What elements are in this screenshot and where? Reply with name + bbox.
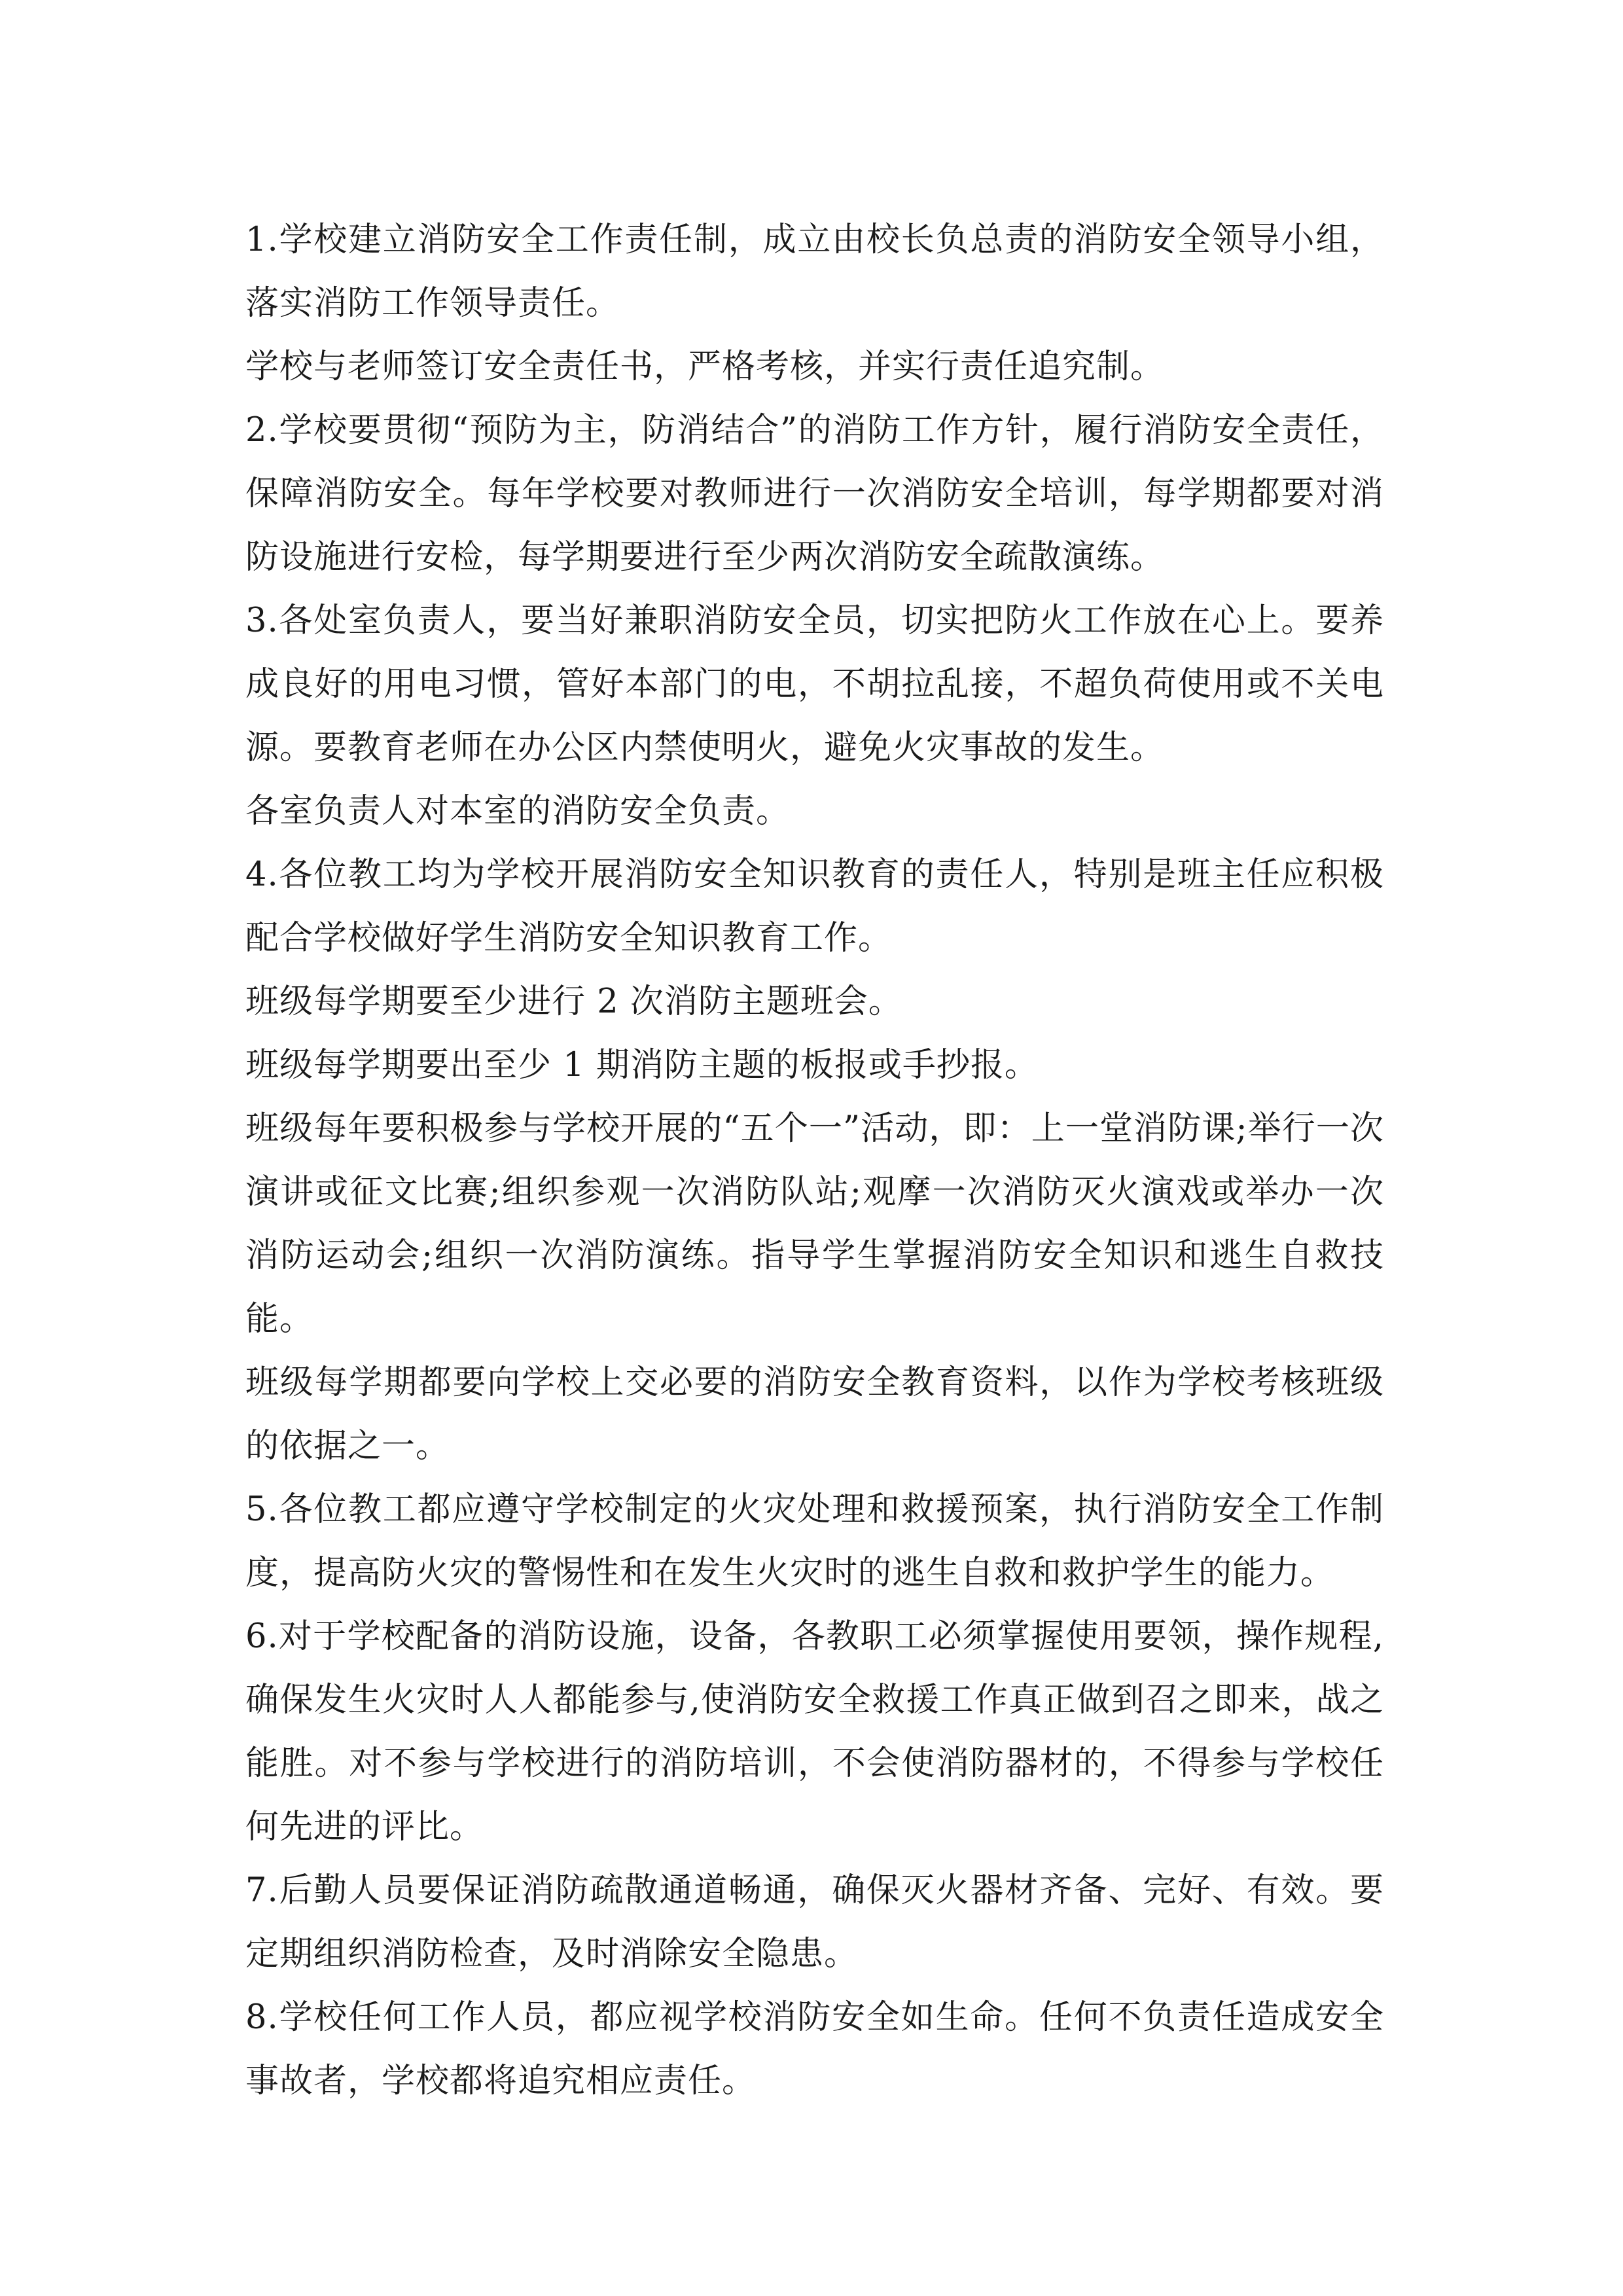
paragraph-7: 班级每学期要至少进行 2 次消防主题班会。 (245, 982, 902, 1021)
paragraph-9: 班级每年要积极参与学校开展的“五个一”活动，即：上一堂消防课;举行一次演讲或征文比赛;组织参观一次消防队站;观摩一次消防灭火演戏或举办一次消防运动会;组织一次消防演练。指导学生掌握消防安全知识和逃生自救技能。 (245, 1109, 1384, 1338)
paragraph-11: 5.各位教工都应遵守学校制定的火灾处理和救援预案，执行消防安全工作制度，提高防火灾的警惕性和在发生火灾时的逃生自救和救护学生的能力。 (245, 1490, 1384, 1592)
paragraph-3: 2.学校要贯彻“预防为主，防消结合”的消防工作方针，履行消防安全责任，保障消防安全。每年学校要对教师进行一次消防安全培训，每学期都要对消防设施进行安检，每学期要进行至少两次消防安全疏散演练。 (245, 411, 1384, 577)
paragraph-6: 4.各位教工均为学校开展消防安全知识教育的责任人，特别是班主任应积极配合学校做好学生消防安全知识教育工作。 (245, 855, 1384, 958)
paragraph-12: 6.对于学校配备的消防设施，设备，各教职工必须掌握使用要领，操作规程,确保发生火灾时人人都能参与,使消防安全救援工作真正做到召之即来，战之能胜。对不参与学校进行的消防培训，不会使消防器材的，不得参与学校任何先进的评比。 (245, 1617, 1384, 1846)
paragraph-10: 班级每学期都要向学校上交必要的消防安全教育资料，以作为学校考核班级的依据之一。 (245, 1363, 1384, 1465)
paragraph-4: 3.各处室负责人，要当好兼职消防安全员，切实把防火工作放在心上。要养成良好的用电习惯，管好本部门的电，不胡拉乱接，不超负荷使用或不关电源。要教育老师在办公区内禁使明火，避免火灾事故的发生。 (245, 601, 1384, 767)
paragraph-14: 8.学校任何工作人员，都应视学校消防安全如生命。任何不负责任造成安全事故者，学校都将追究相应责任。 (245, 1998, 1384, 2100)
paragraph-2: 学校与老师签订安全责任书，严格考核，并实行责任追究制。 (245, 348, 1165, 386)
paragraph-8: 班级每学期要出至少 1 期消防主题的板报或手抄报。 (245, 1046, 1039, 1085)
paragraph-1: 1.学校建立消防安全工作责任制，成立由校长负总责的消防安全领导小组，落实消防工作领导责任。 (245, 221, 1384, 323)
paragraph-13: 7.后勤人员要保证消防疏散通道畅通，确保灭火器材齐备、完好、有效。要定期组织消防检查，及时消除安全隐患。 (245, 1871, 1384, 1973)
paragraph-5: 各室负责人对本室的消防安全负责。 (245, 792, 791, 831)
document-body (245, 208, 1384, 2113)
